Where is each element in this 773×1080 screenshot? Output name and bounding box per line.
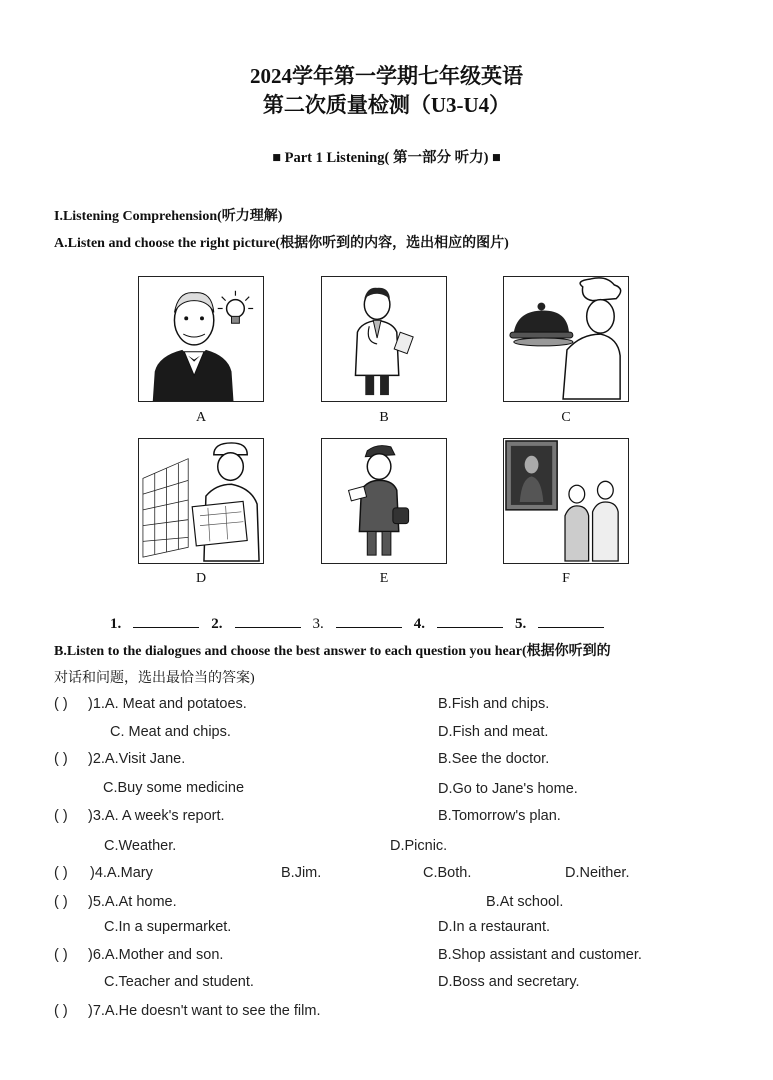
q4-option-b: B.Jim. (281, 865, 322, 881)
chef-icon (504, 277, 628, 401)
q4-option-a: )4.A.Mary (90, 865, 153, 881)
q2-option-a: )2.A.Visit Jane. (88, 751, 186, 767)
q2-option-d: D.Go to Jane's home. (438, 781, 578, 797)
q6-option-b: B.Shop assistant and customer. (438, 947, 642, 963)
q3-option-b: B.Tomorrow's plan. (438, 808, 561, 824)
q2-option-b: B.See the doctor. (438, 751, 550, 767)
q3-option-d: D.Picnic. (390, 838, 448, 854)
picture-label-a: A (195, 410, 207, 425)
q5-option-c: C.In a supermarket. (104, 919, 232, 935)
inventor-lightbulb-icon (139, 277, 263, 401)
answer-number: 5. (515, 616, 527, 632)
picture-a (138, 276, 264, 402)
answer-blank[interactable] (538, 612, 604, 628)
q6-option-a: )6.A.Mother and son. (88, 947, 224, 963)
picture-b (321, 276, 447, 402)
q5-option-d: D.In a restaurant. (438, 919, 551, 935)
q7-option-a: )7.A.He doesn't want to see the film. (88, 1003, 321, 1019)
section-heading: I.Listening Comprehension(听力理解) (54, 209, 283, 224)
q1-option-b: B.Fish and chips. (438, 696, 550, 712)
picture-label-d: D (195, 571, 207, 586)
part-heading: ■ Part 1 Listening( 第一部分 听力) ■ (272, 150, 501, 166)
exam-title: 2024学年第一学期七年级英语 (250, 64, 523, 88)
museum-visitors-icon (504, 439, 628, 563)
answer-bracket[interactable]: ( ) (54, 947, 68, 963)
picture-e (321, 438, 447, 564)
picture-c (503, 276, 629, 402)
answer-blank[interactable] (336, 612, 402, 628)
answer-bracket[interactable]: ( ) (54, 751, 68, 767)
q6-option-c: C.Teacher and student. (104, 974, 254, 990)
q1-option-c: C. Meat and chips. (110, 724, 231, 740)
picture-label-e: E (379, 571, 389, 586)
answer-row (110, 612, 604, 633)
picture-d (138, 438, 264, 564)
part-b-instruction: B.Listen to the dialogues and choose the best answer to each question you hear(根据你听到的 (54, 644, 611, 659)
doctor-icon (322, 277, 446, 401)
q4-option-c: C.Both. (423, 865, 472, 881)
postman-icon (322, 439, 446, 563)
q3-option-a: )3.A. A week's report. (88, 808, 225, 824)
q1-option-a: )1.A. Meat and potatoes. (88, 696, 247, 712)
q5-option-b: B.At school. (486, 894, 564, 910)
answer-number: 1. (110, 616, 122, 632)
q4-option-d: D.Neither. (565, 865, 630, 881)
part-a-instruction: A.Listen and choose the right picture(根据你听到的内容，选出相应的图片) (54, 236, 509, 251)
answer-bracket[interactable]: ( ) (54, 808, 68, 824)
answer-bracket[interactable]: ( ) (54, 696, 68, 712)
answer-blank[interactable] (235, 612, 301, 628)
exam-subtitle: 第二次质量检测（U3-U4） (262, 93, 511, 117)
q2-option-c: C.Buy some medicine (103, 780, 245, 796)
answer-blank[interactable] (133, 612, 199, 628)
answer-blank[interactable] (437, 612, 503, 628)
q1-option-d: D.Fish and meat. (438, 724, 549, 740)
answer-bracket[interactable]: ( ) (54, 865, 68, 881)
answer-number: 3. (312, 616, 324, 632)
picture-label-f: F (562, 571, 570, 586)
q3-option-c: C.Weather. (104, 838, 177, 854)
picture-f (503, 438, 629, 564)
architect-icon (139, 439, 263, 563)
part-b-instruction-cont: 对话和问题，选出最恰当的答案) (54, 671, 255, 686)
q5-option-a: )5.A.At home. (88, 894, 177, 910)
picture-label-c: C (561, 410, 571, 425)
q6-option-d: D.Boss and secretary. (438, 974, 580, 990)
picture-label-b: B (379, 410, 389, 425)
answer-number: 2. (211, 616, 223, 632)
answer-bracket[interactable]: ( ) (54, 1003, 68, 1019)
answer-bracket[interactable]: ( ) (54, 894, 68, 910)
answer-number: 4. (413, 616, 425, 632)
